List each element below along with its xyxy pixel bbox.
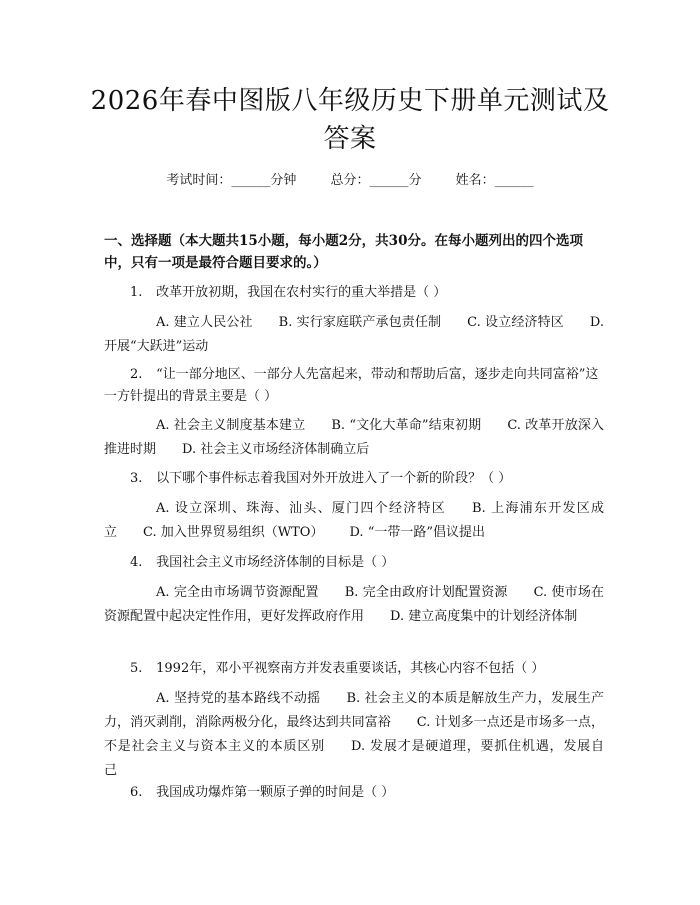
question-number: 1.: [130, 285, 143, 300]
question-number: 2.: [130, 367, 143, 382]
option-b: B. “文化大革命”结束初期: [331, 418, 482, 433]
option-a: A. 社会主义制度基本建立: [156, 418, 306, 433]
question-number: 3.: [130, 471, 143, 486]
option-d: D. 开展“大跃进”运动: [104, 315, 605, 354]
option-d: D. 发展才是硬道理，要抓住机遇，发展自己: [104, 739, 604, 778]
question-text: 我国成功爆炸第一颗原子弹的时间是（ ）: [156, 785, 395, 800]
exam-info-line: [0, 169, 700, 188]
question-number: 6.: [130, 785, 143, 800]
exam-time: 考试时间：______分钟: [166, 173, 297, 188]
question-number: 5.: [130, 661, 143, 676]
option-d: D. “一带一路”倡议提出: [349, 525, 485, 540]
document-title: 2026年春中图版八年级历史下册单元测试及答案: [90, 86, 610, 154]
exam-total-score: 总分：______分: [330, 173, 422, 188]
question-text: “让一部分地区、一部分人先富起来，带动和帮助后富，逐步走向共同富裕”这一方针提出的背景主要是（ ）: [104, 367, 599, 404]
option-a: A. 设立深圳、珠海、汕头、厦门四个经济特区: [156, 501, 447, 516]
option-c: C. 加入世界贸易组织（WTO）: [143, 525, 324, 540]
option-c: C. 计划多一点还是市场多一点，不是社会主义与资本主义的本质区别: [104, 715, 604, 754]
question-4: [104, 552, 604, 574]
option-c: C. 改革开放深入推进时期: [104, 418, 605, 457]
section-heading: 一、选择题（本大题共15小题，每小题2分，共30分。在每小题列出的四个选项中，只有一项是最符合题目要求的。）: [104, 233, 583, 271]
question-1: [104, 282, 604, 304]
question-4-options: [104, 581, 604, 629]
option-b: B. 实行家庭联产承包责任制: [278, 315, 442, 330]
question-5-options: [104, 687, 604, 783]
option-b: B. 完全由政府计划配置资源: [344, 585, 508, 600]
option-c: C. 设立经济特区: [467, 315, 564, 330]
option-d: D. 建立高度集中的计划经济体制: [390, 609, 578, 624]
option-b: B. 社会主义的本质是解放生产力，发展生产力，消灭剥削，消除两极分化，最终达到共同富裕: [104, 691, 604, 730]
option-b: B. 上海浦东开发区成立: [104, 501, 604, 540]
question-6: [104, 782, 604, 804]
option-a: A. 完全由市场调节资源配置: [156, 585, 319, 600]
question-2: [104, 364, 604, 408]
question-text: 以下哪个事件标志着我国对外开放进入了一个新的阶段？（ ）: [156, 471, 512, 486]
option-d: D. 社会主义市场经济体制确立后: [182, 442, 370, 457]
option-a: A. 坚持党的基本路线不动摇: [156, 691, 321, 706]
question-text: 改革开放初期，我国在农村实行的重大举措是（ ）: [156, 285, 447, 300]
question-text: 1992年，邓小平视察南方并发表重要谈话，其核心内容不包括（ ）: [156, 661, 545, 676]
question-1-options: [104, 311, 604, 359]
option-c: C. 使市场在资源配置中起决定性作用，更好发挥政府作用: [104, 585, 605, 624]
exam-name-field: 姓名：______: [455, 173, 534, 188]
question-2-options: [104, 414, 604, 462]
question-number: 4.: [130, 555, 143, 570]
question-3-options: [104, 497, 604, 545]
question-text: 我国社会主义市场经济体制的目标是（ ）: [156, 555, 395, 570]
question-3: [104, 468, 604, 490]
option-a: A. 建立人民公社: [156, 315, 253, 330]
question-5: [104, 658, 604, 680]
